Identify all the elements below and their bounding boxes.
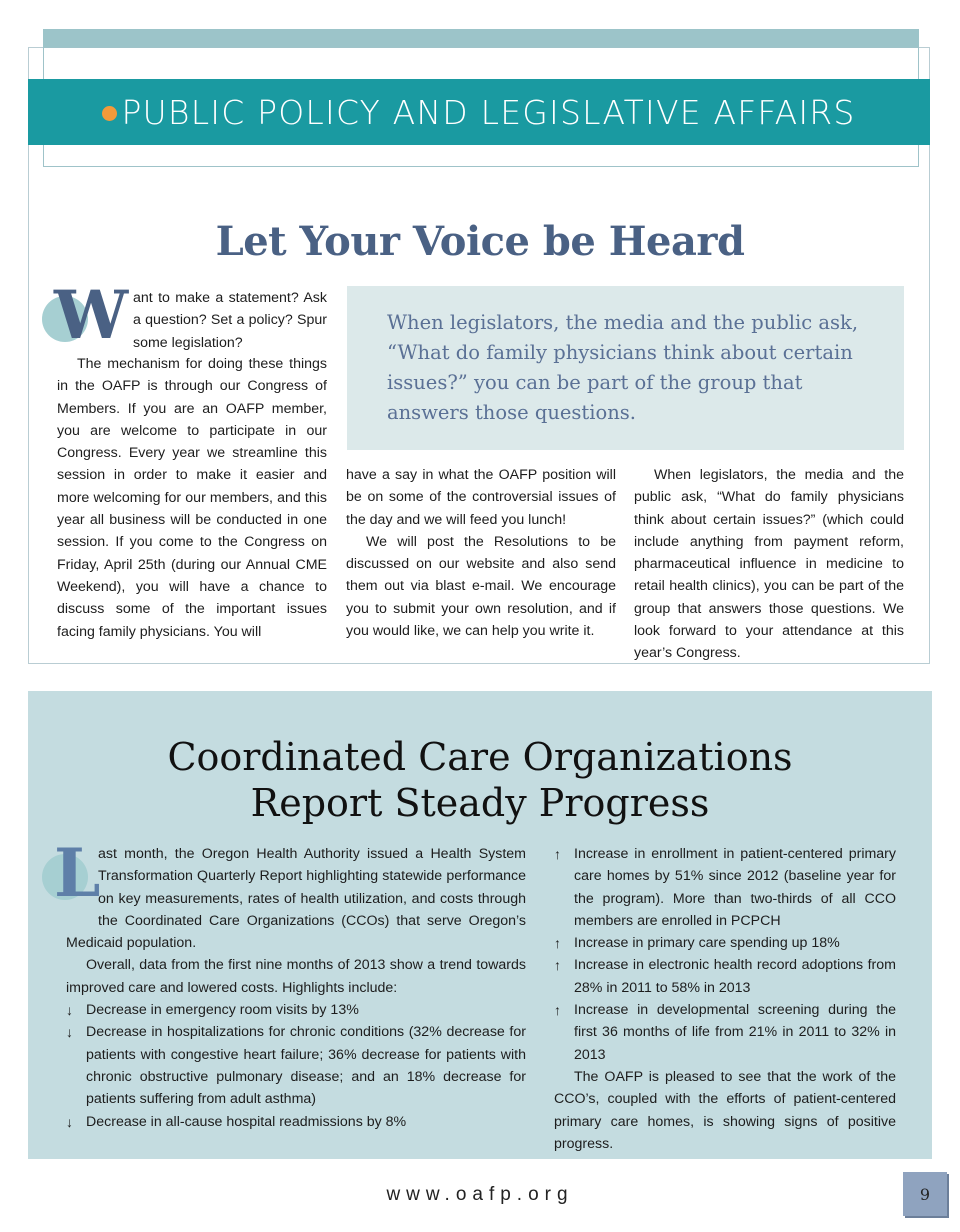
intro-text: ast month, the Oregon Health Authority issued a Health System Transformation Quarterly Report highlighting statewide performance on key measurements, rates of health utilization, and costs through the Coordinated Care Organizations (CCOs) that serve Oregon’s Medicaid population.	[66, 846, 526, 952]
list-item: ↓ Decrease in hospitalizations for chronic conditions (32% decrease for patients with congestive heart failure; 36% decrease for patients with chronic obstructive pulmonary disease; and an 18% decrease for patients suffering from adult asthma)	[66, 1021, 526, 1110]
dropcap-letter: L	[54, 834, 101, 912]
up-arrow-icon: ↑	[554, 935, 561, 952]
page-number: 9	[903, 1172, 947, 1216]
up-arrow-icon: ↑	[554, 957, 561, 974]
cco-headline	[0, 734, 960, 826]
top-accent-band	[43, 29, 919, 48]
down-arrow-icon: ↓	[66, 1113, 73, 1130]
intro-paragraph	[66, 843, 526, 954]
section-title: PUBLIC POLICY AND LEGISLATIVE AFFAIRS	[121, 92, 856, 132]
article1-column-1	[57, 353, 327, 643]
pull-quote-text: When legislators, the media and the public ask, “What do family physicians think about certain issues?” you can be part of the group that answers those questions.	[387, 311, 859, 424]
paragraph: We will post the Resolutions to be discussed on our website and also send them out via blast e-mail. We encourage you to submit your own resolution, and if you would like, we can help you write it.	[346, 533, 616, 640]
increase-list	[554, 843, 896, 1066]
article1-intro-text	[133, 287, 327, 354]
paragraph: When legislators, the media and the public ask, “What do family physicians think about certain issues?” (which could include anything from payment reform, pharmaceutical influence in medicine to retail health clinics), you can be part of the group that answers those questions. We look forward to your attendance at this year’s Congress.	[634, 467, 904, 662]
paragraph-2: Overall, data from the first nine months of 2013 show a trend towards improved care and lowered costs. Highlights include:	[66, 957, 526, 996]
up-arrow-icon: ↑	[554, 846, 561, 862]
pull-quote-box	[347, 286, 904, 450]
list-item: ↑ Increase in enrollment in patient-centered primary care homes by 51% since 2012 (baseline year for the program). More than two-thirds of all CCO members are enrolled in PCPCH	[554, 843, 896, 932]
article1-column-3	[634, 464, 904, 665]
dropcap-w	[42, 276, 129, 354]
cco-column-left	[66, 843, 526, 1133]
down-arrow-icon: ↓	[66, 1002, 73, 1019]
bullet-dot-icon	[102, 106, 117, 121]
article1-column-2	[346, 464, 616, 642]
list-item: ↓ Decrease in all-cause hospital readmissions by 8%	[66, 1111, 526, 1133]
headline-line-1: Coordinated Care Organizations	[167, 735, 793, 779]
list-item: ↑ Increase in electronic health record adoptions from 28% in 2011 to 58% in 2013	[554, 954, 896, 999]
list-item: ↓ Decrease in emergency room visits by 13%	[66, 999, 526, 1021]
list-item: ↑ Increase in primary care spending up 18%	[554, 932, 896, 954]
dropcap-spacer	[66, 843, 98, 910]
article-headline: Let Your Voice be Heard	[215, 218, 745, 265]
paragraph: The mechanism for doing these things in the OAFP is through our Congress of Members. If you are an OAFP member, you are welcome to participate in our Congress. Every year we streamline this session in order to make it easier and more welcoming for our members, and this year all business will be conducted in one session. If you come to the Congress on Friday, April 25th (during our Annual CME Weekend), you will have a chance to discuss some of the important issues facing family physicians. You will	[57, 356, 327, 640]
footer-website: www.oafp.org	[386, 1184, 574, 1205]
section-header-bar	[28, 79, 930, 145]
paragraph: have a say in what the OAFP position will be on some of the controversial issues of the day and we will feed you lunch!	[346, 467, 616, 528]
list-item: ↑ Increase in developmental screening during the first 36 months of life from 21% in 2011 to 32% in 2013	[554, 999, 896, 1066]
cco-column-right	[554, 843, 896, 1155]
closing-paragraph: The OAFP is pleased to see that the work of the CCO’s, coupled with the efforts of patient-centered primary care homes, is showing signs of positive progress.	[554, 1068, 896, 1152]
down-arrow-icon: ↓	[66, 1024, 73, 1041]
headline-line-2: Report Steady Progress	[250, 781, 710, 825]
decrease-list	[66, 999, 526, 1133]
dropcap-letter: W	[54, 276, 129, 354]
intro-paragraph: ant to make a statement? Ask a question? Set a policy? Spur some legislation?	[133, 290, 327, 351]
up-arrow-icon: ↑	[554, 1002, 561, 1019]
